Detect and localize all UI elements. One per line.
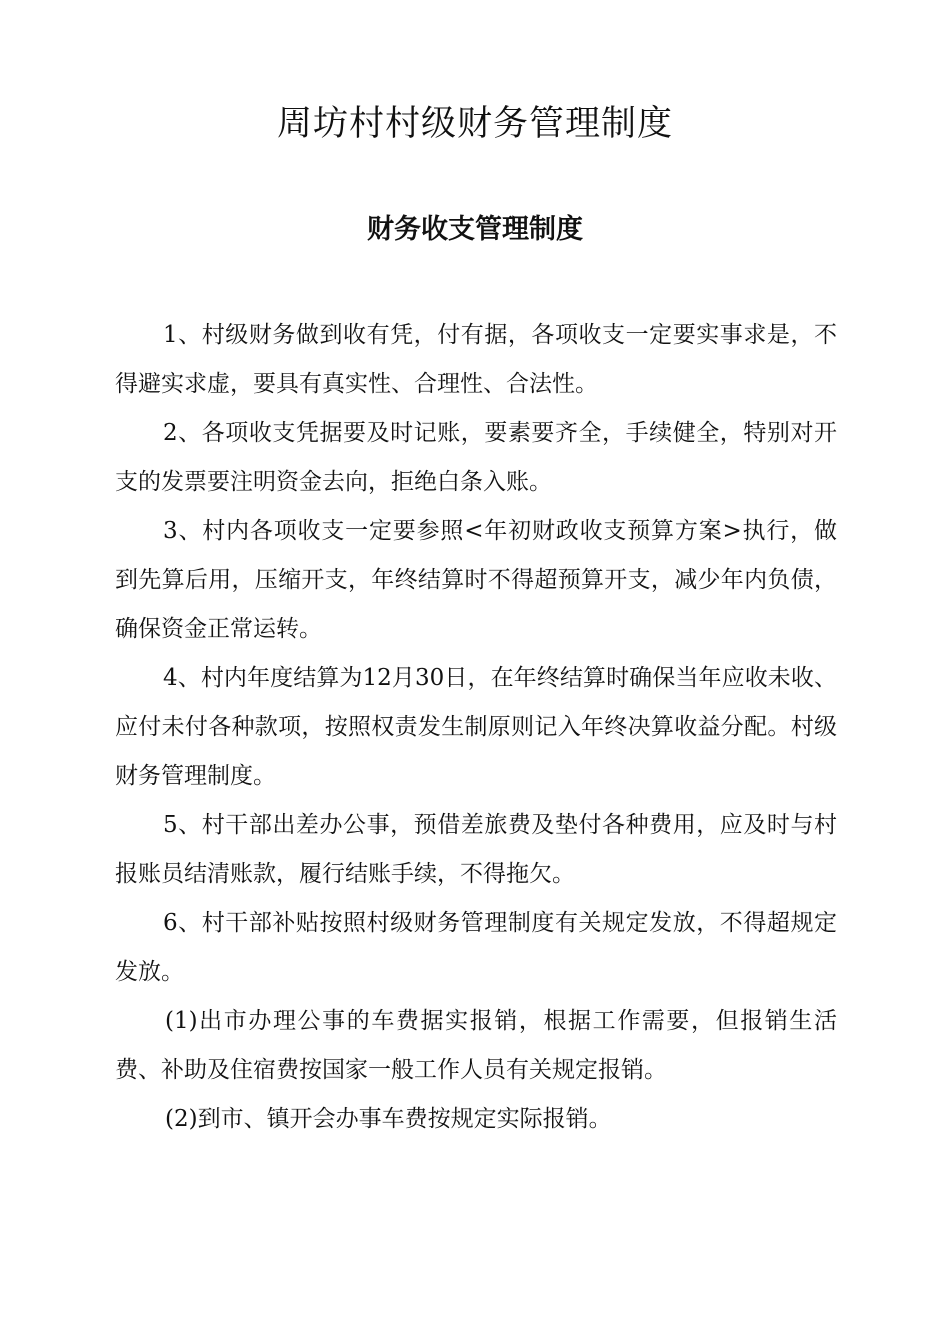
paragraph-6: 6、村干部补贴按照村级财务管理制度有关规定发放，不得超规定发放。: [115, 910, 837, 985]
document-title: 周坊村村级财务管理制度: [276, 104, 673, 144]
paragraph-4: 4、村内年度结算为12月30日，在年终结算时确保当年应收未收、应付未付各种款项，按照权责发生制原则记入年终决算收益分配。村级财务管理制度。: [115, 665, 837, 789]
paragraph-2: 2、各项收支凭据要及时记账，要素要齐全，手续健全，特别对开支的发票要注明资金去向，拒绝白条入账。: [115, 420, 837, 495]
document-body: [115, 311, 837, 1144]
paragraph-1: 1、村级财务做到收有凭，付有据，各项收支一定要实事求是，不得避实求虚，要具有真实性、合理性、合法性。: [115, 322, 837, 397]
paragraph-5: 5、村干部出差办公事，预借差旅费及垫付各种费用，应及时与村报账员结清账款，履行结账手续，不得拖欠。: [115, 812, 837, 887]
sub-item-2: (2)到市、镇开会办事车费按规定实际报销。: [165, 1106, 612, 1132]
sub-item-1: (1)出市办理公事的车费据实报销，根据工作需要，但报销生活费、补助及住宿费按国家一般工作人员有关规定报销。: [115, 1008, 837, 1083]
paragraph-3: 3、村内各项收支一定要参照<年初财政收支预算方案>执行，做到先算后用，压缩开支，年终结算时不得超预算开支，减少年内负债，确保资金正常运转。: [115, 518, 837, 642]
section-title: 财务收支管理制度: [367, 214, 583, 245]
